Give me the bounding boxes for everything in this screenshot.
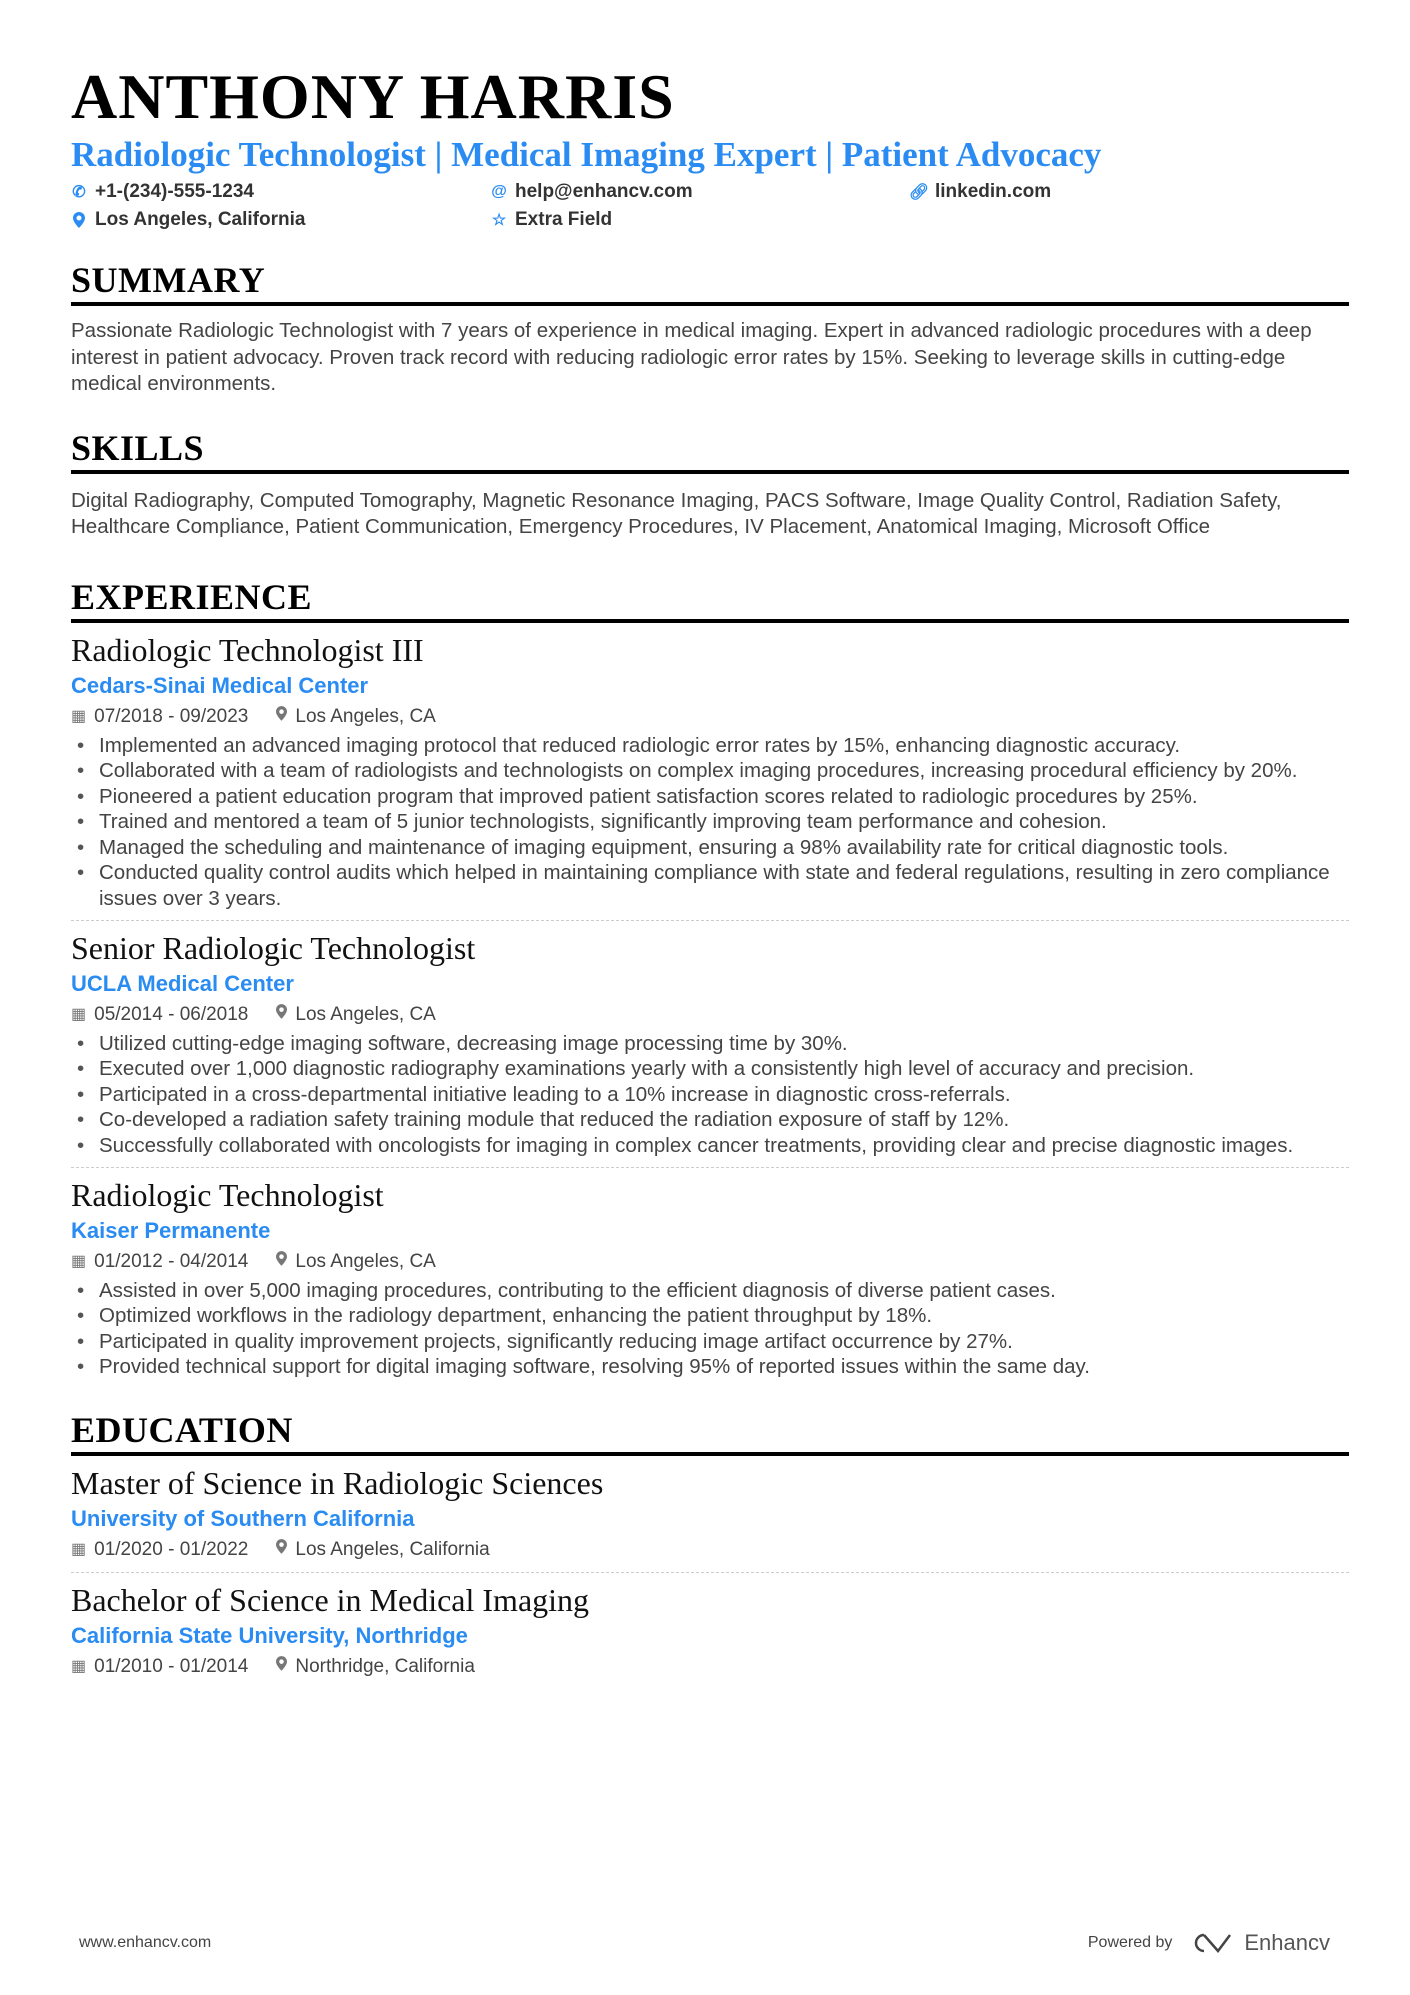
- enhancv-logo: [1190, 1930, 1330, 1956]
- job-bullets: [71, 1031, 1349, 1159]
- location-pin-icon: [276, 1001, 287, 1029]
- bullet-item: • Participated in quality improvement projects, significantly reducing image artifact occurrence by 27%.: [71, 1329, 1349, 1355]
- bullet-item: • Trained and mentored a team of 5 junior technologists, significantly improving team performance and cohesion.: [71, 809, 1349, 835]
- degree: Bachelor of Science in Medical Imaging: [71, 1582, 590, 1618]
- powered-by: [1088, 1930, 1330, 1956]
- education-entry: [71, 1456, 1349, 1573]
- job-location: Los Angeles, CA: [295, 705, 436, 727]
- bullet-item: • Executed over 1,000 diagnostic radiography examinations yearly with a consistently high level of accuracy and precision.: [71, 1056, 1349, 1082]
- bullet-item: • Provided technical support for digital imaging software, resolving 95% of reported issues within the same day.: [71, 1354, 1349, 1380]
- contact-info: [71, 180, 1349, 232]
- education-entry: [71, 1573, 1349, 1689]
- contact-linkedin[interactable]: [908, 180, 1331, 204]
- job-dates: 01/2012 - 04/2014: [94, 1250, 249, 1272]
- company-name: UCLA Medical Center: [71, 970, 294, 996]
- education-section: [71, 1410, 1349, 1689]
- footer: [79, 1930, 1330, 1956]
- bullet-item: • Optimized workflows in the radiology department, enhancing the patient throughput by 18%.: [71, 1303, 1349, 1329]
- bullet-item: • Implemented an advanced imaging protocol that reduced radiologic error rates by 15%, enhancing diagnostic accuracy.: [71, 733, 1349, 759]
- bullet-item: • Participated in a cross-departmental initiative leading to a 10% increase in diagnostic cross-referrals.: [71, 1082, 1349, 1108]
- school-name: California State University, Northridge: [71, 1623, 468, 1648]
- job-title: Radiologic Technologist: [71, 1176, 384, 1213]
- contact-location: [71, 208, 491, 232]
- job-bullets: [71, 1278, 1349, 1380]
- summary-text: Passionate Radiologic Technologist with 7 years of experience in medical imaging. Expert in advanced radiologic procedures with a deep interest in patient advocacy. Proven track record with reducing radiologic error rates by 15%. Seeking to leverage skills in cutting-edge medical environments.: [71, 319, 1312, 395]
- school-name: University of Southern California: [71, 1506, 415, 1531]
- job-dates: 05/2014 - 06/2018: [94, 1003, 249, 1025]
- calendar-icon: ▦: [71, 1252, 87, 1270]
- section-heading: SUMMARY: [71, 260, 1349, 306]
- location-pin-icon: [71, 212, 87, 228]
- enhancv-logo-icon: [1190, 1931, 1234, 1955]
- candidate-title: Radiologic Technologist | Medical Imaging Expert | Patient Advocacy: [71, 135, 1102, 174]
- location-pin-icon: [276, 703, 287, 731]
- calendar-icon: ▦: [71, 1005, 87, 1023]
- job-meta: [71, 1248, 1349, 1276]
- calendar-icon: ▦: [71, 1658, 87, 1675]
- experience-entry: [71, 623, 1349, 921]
- location-pin-icon: [276, 1536, 287, 1564]
- calendar-icon: ▦: [71, 707, 87, 725]
- phone-text: +1-(234)-555-1234: [95, 181, 254, 202]
- company-name: Cedars-Sinai Medical Center: [71, 672, 369, 698]
- contact-extra: [491, 208, 911, 232]
- education-dates: 01/2010 - 01/2014: [94, 1656, 249, 1677]
- calendar-icon: ▦: [71, 1541, 87, 1558]
- extra-field-text: Extra Field: [515, 209, 613, 230]
- section-heading: EDUCATION: [71, 1410, 1349, 1456]
- candidate-name: ANTHONY HARRIS: [71, 61, 675, 132]
- enhancv-brand-text: Enhancv: [1244, 1930, 1330, 1955]
- footer-website[interactable]: www.enhancv.com: [79, 1934, 212, 1951]
- bullet-item: • Managed the scheduling and maintenance of imaging equipment, ensuring a 98% availability rate for critical diagnostic tools.: [71, 835, 1349, 861]
- experience-entry: [71, 921, 1349, 1168]
- education-location: Northridge, California: [295, 1656, 475, 1677]
- bullet-item: • Conducted quality control audits which helped in maintaining compliance with state and federal regulations, resulting in zero compliance issues over 3 years.: [71, 860, 1349, 911]
- bullet-item: • Co-developed a radiation safety training module that reduced the radiation exposure of staff by 12%.: [71, 1107, 1349, 1133]
- link-icon: 🔗︎: [908, 184, 930, 201]
- section-heading: EXPERIENCE: [71, 577, 1349, 623]
- education-meta: [71, 1653, 1349, 1681]
- experience-entry: [71, 1168, 1349, 1388]
- location-pin-icon: [276, 1248, 287, 1276]
- company-name: Kaiser Permanente: [71, 1217, 271, 1243]
- contact-email[interactable]: [491, 180, 911, 204]
- location-pin-icon: [276, 1653, 287, 1681]
- resume: [71, 62, 1349, 1689]
- job-bullets: [71, 733, 1349, 912]
- job-title: Senior Radiologic Technologist: [71, 929, 476, 966]
- linkedin-text: linkedin.com: [935, 181, 1052, 202]
- job-meta: [71, 1001, 1349, 1029]
- at-icon: @: [491, 183, 507, 200]
- job-location: Los Angeles, CA: [295, 1250, 436, 1272]
- education-dates: 01/2020 - 01/2022: [94, 1539, 249, 1560]
- skills-text: Digital Radiography, Computed Tomography, Magnetic Resonance Imaging, PACS Software, Image Quality Control, Radiation Safety, Healthcare Compliance, Patient Communication, Emergency Procedures, IV Placement, Anatomical Imaging, Microsoft Office: [71, 488, 1282, 538]
- powered-by-label: Powered by: [1087, 1934, 1173, 1951]
- education-location: Los Angeles, California: [295, 1539, 490, 1560]
- bullet-item: • Collaborated with a team of radiologists and technologists on complex imaging procedures, increasing procedural efficiency by 20%.: [71, 758, 1349, 784]
- bullet-item: • Pioneered a patient education program that improved patient satisfaction scores related to radiologic procedures by 25%.: [71, 784, 1349, 810]
- job-location: Los Angeles, CA: [295, 1003, 436, 1025]
- location-text: Los Angeles, California: [95, 209, 306, 230]
- bullet-item: • Utilized cutting-edge imaging software, decreasing image processing time by 30%.: [71, 1031, 1349, 1057]
- phone-icon: ✆: [72, 184, 86, 201]
- section-heading: SKILLS: [71, 428, 1349, 474]
- education-meta: [71, 1536, 1349, 1564]
- contact-phone[interactable]: [71, 180, 491, 204]
- job-meta: [71, 703, 1349, 731]
- job-title: Radiologic Technologist III: [71, 631, 424, 668]
- job-dates: 07/2018 - 09/2023: [94, 705, 249, 727]
- experience-section: [71, 577, 1349, 1389]
- bullet-item: • Assisted in over 5,000 imaging procedures, contributing to the efficient diagnosis of diverse patient cases.: [71, 1278, 1349, 1304]
- summary-section: [71, 260, 1349, 398]
- skills-section: [71, 428, 1349, 541]
- email-text: help@enhancv.com: [515, 181, 693, 202]
- star-icon: ☆: [491, 212, 507, 229]
- degree: Master of Science in Radiologic Sciences: [71, 1465, 604, 1501]
- bullet-item: • Successfully collaborated with oncologists for imaging in complex cancer treatments, providing clear and precise diagnostic images.: [71, 1133, 1349, 1159]
